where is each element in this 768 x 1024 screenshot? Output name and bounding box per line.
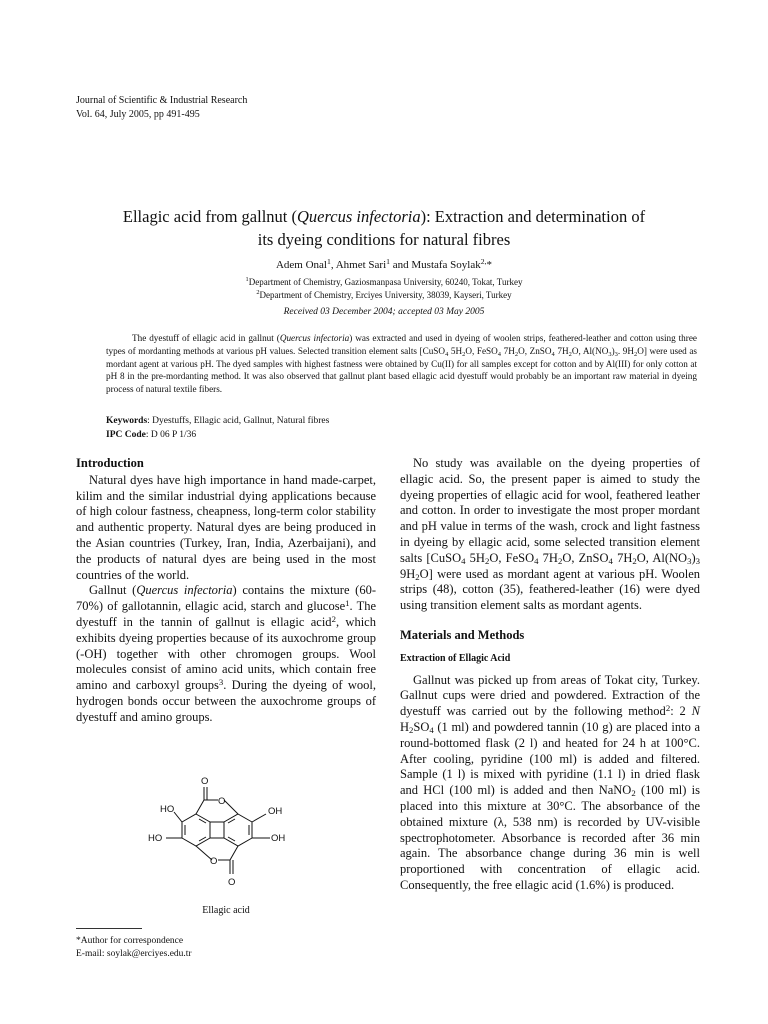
subscript: 2 [484, 555, 490, 566]
paragraph-text: : 2 [670, 704, 692, 719]
affil-mark: 1 [245, 276, 249, 283]
keywords [106, 415, 697, 428]
footnote-email: E-mail: soylak@erciyes.edu.tr [76, 949, 192, 959]
subscript: 2 [514, 350, 519, 358]
paragraph-text: 7H [612, 550, 633, 565]
paragraph-text: , which exhibits dyeing properties because of its auxochrome group (-OH) together with other chromogen groups. Wool molecules consist of amino acid units, which contain free amino and carboxyl groups [76, 614, 376, 693]
methods-paragraph-1 [400, 673, 700, 894]
affil-mark: 2 [256, 288, 260, 296]
paragraph-text: Gallnut was picked up from areas of Tokat city, Turkey. Gallnut cups were dried and powdered. Extraction of the dyestuff was carried out by the following method [400, 672, 700, 719]
ho-label: HO [160, 804, 175, 815]
paragraph-text: (100 ml) is placed into this mixture at 30°C. The absorbance of the obtained mixture (λ, 538 nm) is recorded by UV-visible spectrophotometer. Absorbance is recorded after 36 min again. The absorbance change during 36 min is well proportioned with concentration of ellagic acid. Consequently, the free ellagic acid (1.6%) is produced. [400, 783, 701, 892]
ho-label: HO [148, 833, 163, 844]
carbonyl-o-label: O [228, 877, 236, 888]
title-text: ): Extraction and determination of [420, 207, 646, 226]
paragraph-text: 5H [465, 550, 485, 565]
subscript: 4 [429, 724, 434, 735]
subscript: 2 [462, 350, 466, 358]
figure-caption: Ellagic acid [202, 905, 250, 916]
abstract-text: 7H [554, 345, 569, 356]
title-species: Quercus infectoria [297, 207, 421, 226]
citation-mark: 3 [218, 677, 224, 688]
paragraph-text: No study was available on the dyeing properties of ellagic acid. So, the present paper is aimed to study the dyeing properties of ellagic acid for wool, feathered leather and cotton. In order to investigate the most proper mordant and pH value in terms of the wash, crock and light fastness in dyeing by ellagic acid, some selected transition element salts [CuSO [400, 456, 700, 565]
affiliations [60, 276, 708, 301]
paragraph-text: ) contains the mixture (60-70%) of gallotannin, ellagic acid, starch and glucose [76, 583, 376, 614]
paragraph-text: (1 ml) and powdered tannin (10 g) are placed into a round-bottomed flask (2 l) and heated for 24 h at 100°C. After cooling, pyridine (100 ml) is added and filtered. Sample (1 l) is mixed with pyridine (1.1 l) in dried flask and HCl (100 ml) is added and then NaNO [400, 719, 700, 798]
subscript: 4 [534, 555, 539, 566]
paragraph-text: Gallnut ( [89, 583, 137, 598]
subsection-heading-extraction: Extraction of Ellagic Acid [400, 652, 511, 664]
abstract-text: 5H [448, 345, 463, 356]
author-affil-mark: 1 [326, 257, 331, 266]
intro-paragraph-3 [400, 456, 700, 614]
author-separator: and [390, 259, 412, 271]
ellagic-acid-structure [140, 772, 320, 897]
species-name: Quercus infectoria [136, 583, 233, 598]
ipc-label: IPC Code [106, 430, 146, 440]
abstract-text: The dyestuff of ellagic acid in gallnut ( [132, 333, 280, 343]
abstract-text: O, ZnSO [518, 345, 552, 356]
subscript: 2 [631, 788, 636, 799]
keywords-label: Keywords [106, 416, 148, 426]
corresponding-mark: * [486, 259, 493, 271]
subscript: 4 [497, 350, 502, 358]
ring-o-label: O [210, 856, 218, 867]
subscript: 2 [632, 555, 637, 566]
intro-paragraph-2 [76, 583, 376, 725]
title-text: Ellagic acid from gallnut ( [122, 207, 297, 226]
received-dates: Received 03 December 2004; accepted 03 May 2005 [283, 307, 485, 317]
subscript: 4 [551, 350, 555, 358]
paragraph-text: O, ZnSO [562, 550, 609, 565]
ipc-code [106, 429, 697, 442]
subscript: 3 [695, 555, 701, 566]
paragraph-text: H [400, 719, 410, 734]
paragraph-text: O, Al(NO [636, 550, 688, 565]
abstract-text: O, FeSO [465, 345, 498, 356]
oh-label: OH [271, 833, 286, 844]
subscript: 2 [633, 350, 638, 358]
subscript: 2 [568, 350, 572, 358]
author-name: Mustafa Soylak [411, 259, 481, 271]
abstract [106, 332, 697, 396]
journal-header [76, 94, 247, 122]
title-line-2: its dyeing conditions for natural fibres [257, 230, 511, 249]
subscript: 2 [409, 724, 414, 735]
author-name: Ahmet Sari [335, 259, 387, 271]
subscript: 2 [415, 571, 420, 582]
oh-label: OH [268, 806, 283, 817]
section-heading-methods: Materials and Methods [400, 627, 525, 642]
abstract-text: O] were used as mordant agent at various pH. The dyed samples with highest fastness were obtained by Cu(II) for all samples except for cotton and by Al(III) for only cotton at pH 8 in the pre-mordanting method. It was also observed that gallnut plant based ellagic acid dyestuff would probably be an important raw material in dyeing process of natural textile fibers. [106, 345, 697, 395]
right-column [400, 456, 700, 894]
subscript: 3 [614, 350, 618, 358]
spacer [400, 614, 700, 628]
paragraph-text: SO [413, 719, 430, 734]
normality-symbol: N [691, 704, 700, 719]
keywords-text: : Dyestuffs, Ellagic acid, Gallnut, Natural fibres [147, 416, 330, 426]
affiliation-1: Department of Chemistry, Gaziosmanpasa University, 60240, Tokat, Turkey [248, 277, 523, 287]
paragraph-text: O] were used as mordant agent at various pH. Woolen strips (48), cotton (35), feathered-leather (16) were dyed using transition element salts as mordant agents. [400, 566, 700, 613]
citation-mark: 1 [345, 598, 350, 609]
author-separator: , [330, 259, 336, 271]
ring-o-label: O [218, 796, 226, 807]
intro-paragraph-1: Natural dyes have high importance in hand made-carpet, kilim and the similar industrial dying applications because of high colour fastness, cheapness, long-term color stability and authentic property. Natural dyes are being produced in the Asian countries (Turkey, Iran, India, Azerbaijani), and the products of natural dyes are being used in the most countries of the world. [76, 472, 376, 582]
author-list [60, 258, 708, 272]
carbonyl-o-label: O [201, 776, 209, 787]
author-affil-mark: 2, [480, 257, 487, 266]
subscript: 3 [687, 555, 692, 566]
abstract-text: ) was extracted and used in dyeing of woolen strips, feathered-leather and cotton using three types of mordanting methods at various pH values. Selected transition element salts [CuSO [106, 333, 697, 356]
subscript: 4 [461, 555, 466, 566]
abstract-text: . 9H [617, 345, 634, 356]
abstract-text: ) [611, 345, 615, 356]
author-name: Adem Onal [275, 259, 327, 271]
abstract-species: Quercus infectoria [279, 333, 350, 343]
author-affil-mark: 1 [386, 257, 390, 266]
paragraph-text: O, FeSO [489, 550, 535, 565]
citation-mark: 2 [665, 703, 671, 714]
subscript: 4 [608, 555, 613, 566]
journal-name: Journal of Scientific & Industrial Research [76, 95, 248, 106]
footnote-rule [76, 928, 142, 929]
left-column [76, 456, 376, 726]
affiliation-2: Department of Chemistry, Erciyes University, 38039, Kayseri, Turkey [259, 289, 512, 300]
abstract-text: O, Al(NO [571, 345, 609, 356]
journal-volume: Vol. 64, July 2005, pp 491-495 [76, 109, 200, 120]
paragraph-text: 9H [400, 566, 416, 581]
paragraph-text: . During the dyeing of wool, hydrogen bonds occur between the auxochrome groups of dyestuff and amino groups. [76, 678, 376, 724]
section-heading-introduction: Introduction [76, 456, 144, 470]
subscript: 3 [608, 350, 612, 358]
paper-title [60, 205, 708, 251]
footnote-correspondence: *Author for correspondence [76, 936, 184, 946]
paragraph-text: 7H [538, 550, 558, 565]
subscript: 4 [445, 350, 449, 358]
subscript: 2 [557, 555, 563, 566]
ipc-text: : D 06 P 1/36 [145, 430, 197, 440]
citation-mark: 2 [331, 613, 336, 624]
footnote [76, 935, 192, 961]
paragraph-text: ) [691, 550, 696, 565]
abstract-text: 7H [501, 345, 515, 356]
paragraph-text: . The dyestuff in the tannin of gallnut is ellagic acid [76, 599, 377, 629]
